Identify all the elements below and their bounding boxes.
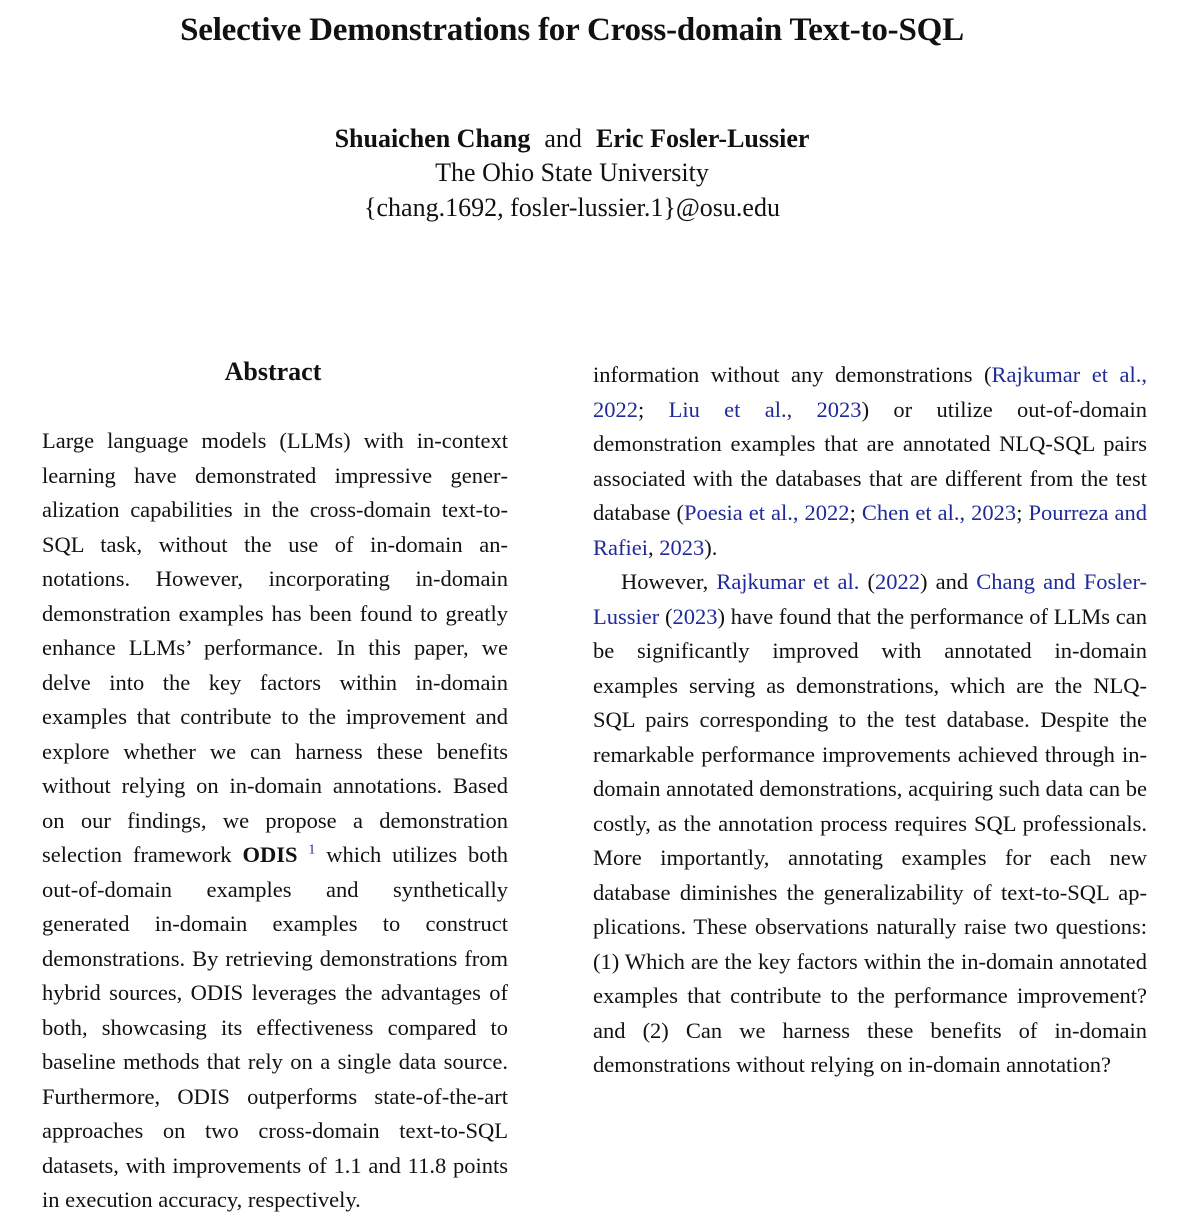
- author-second: Eric Fosler-Lussier: [595, 124, 810, 153]
- citation-link[interactable]: Rajkumar et al.: [716, 569, 860, 594]
- footnote-mark[interactable]: 1: [308, 842, 316, 858]
- intro-text: ).: [704, 534, 718, 560]
- introduction-body: [593, 358, 1147, 1083]
- abstract-body: [42, 424, 508, 1218]
- citation-link[interactable]: Chang and Fosler-Lussier: [593, 569, 1148, 629]
- citation-link[interactable]: Chen et al., 2023: [861, 500, 1017, 525]
- citation-link[interactable]: 2023: [672, 603, 718, 629]
- abstract-text-part2: which utilizes both out-of-domain examples and synthetically generated in-domain examples to construct demonstrations. By retrieving demonstrations from hybrid sources, ODIS leverages the advantages of both, showcasing its effectiveness compared to baseline methods that rely on a single data source. Furthermore, ODIS outperforms state-of-the-art approaches on two cross-domain text-to-SQL datasets, with improvements of 1.1 and 11.8 points in execution accuracy, respectively.: [42, 842, 509, 1212]
- intro-text: information without any demonstrations (: [593, 362, 992, 387]
- paper-title: Selective Demonstrations for Cross-domain Text-to-SQL: [180, 12, 964, 48]
- author-email[interactable]: {chang.1692, fosler-lussier.1}@osu.edu: [364, 193, 780, 222]
- citation-link[interactable]: 2022: [875, 569, 921, 594]
- citation-link[interactable]: 2023: [659, 534, 705, 560]
- abstract-heading: Abstract: [224, 357, 322, 386]
- intro-text: ,: [647, 534, 660, 560]
- intro-text: ) or utilize out-of-domain demonstration examples that are annotated NLQ-SQL pairs associated with the databases that are different from the test database (: [593, 396, 1147, 525]
- intro-text: ;: [638, 396, 669, 422]
- intro-text: However,: [621, 569, 717, 594]
- author-conjunction: and: [544, 124, 582, 153]
- citation-link[interactable]: Pourreza and Rafiei: [593, 500, 1147, 560]
- intro-text: (: [859, 569, 876, 594]
- intro-paragraph-2: [593, 565, 1147, 1083]
- intro-text: ) and: [920, 569, 977, 594]
- citation-link[interactable]: Rajkumar et al., 2022: [593, 362, 1147, 422]
- citation-link[interactable]: Liu et al., 2023: [668, 396, 862, 422]
- framework-name: ODIS: [242, 842, 298, 867]
- author-first: Shuaichen Chang: [334, 124, 531, 153]
- abstract-paragraph: [42, 424, 508, 1218]
- intro-text: ;: [849, 500, 862, 525]
- intro-text: ;: [1016, 500, 1029, 525]
- abstract-text-part1: Large language models (LLMs) with in-context learning have demonstrated impressive generalization capabilities in the cross-domain text-to-SQL task, without the use of in-domain annotations. However, incorporating in-domain demonstration examples has been found to greatly enhance LLMs’ performance. In this paper, we delve into the key factors within in-domain examples that contribute to the improvement and explore whether we can harness these benefits without relying on in-domain annotations. Based on our findings, we propose a demonstration selection framework: [42, 428, 508, 867]
- affiliation: The Ohio State University: [435, 158, 709, 187]
- intro-paragraph-1: [593, 358, 1147, 565]
- intro-text: ) have found that the performance of LLMs can be significantly improved with annotated in-domain examples serving as demonstrations, which are the NLQ-SQL pairs corresponding to the test database. Despite the remarkable performance improvements achieved through in-domain annotated demonstrations, acquiring such data can be costly, as the annotation process requires SQL professionals. More importantly, annotating examples for each new database diminishes the generalizability of text-to-SQL applications. These observations naturally raise two questions: (1) Which are the key factors within the in-domain annotated examples that contribute to the performance improvement? and (2) Can we harness these benefits of in-domain demonstrations without relying on in-domain annotation?: [593, 603, 1147, 1077]
- citation-link[interactable]: Poesia et al., 2022: [683, 500, 850, 525]
- author-line: [0, 124, 1144, 154]
- intro-text: (: [659, 603, 673, 629]
